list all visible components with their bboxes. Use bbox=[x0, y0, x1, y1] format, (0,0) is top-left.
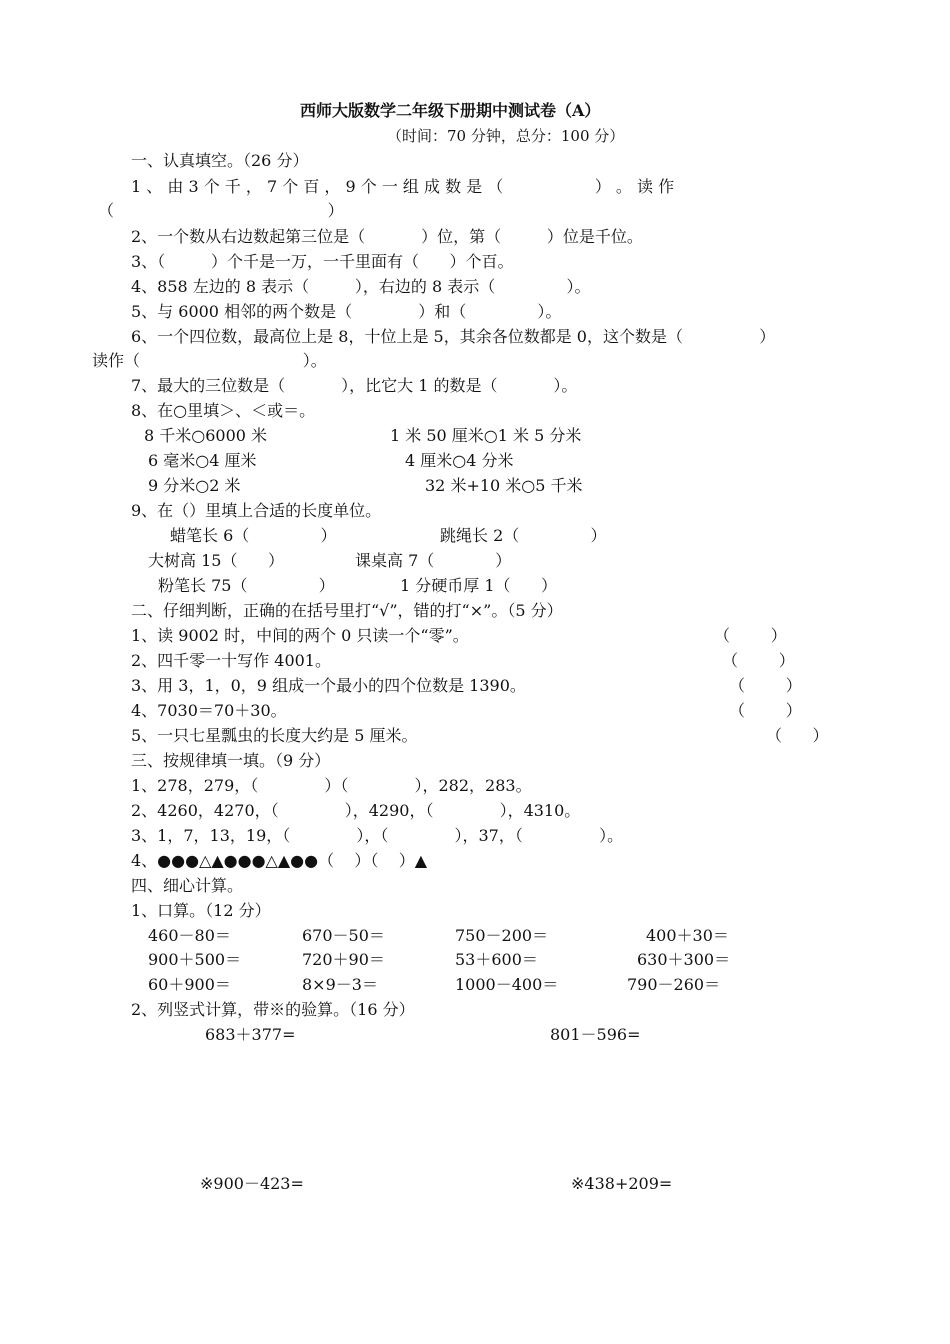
oral-item: 670－50＝ bbox=[302, 926, 385, 945]
judge-item: 1、读 9002 时，中间的两个 0 只读一个“零”。 bbox=[131, 626, 469, 645]
oral-item: 8×9－3＝ bbox=[302, 975, 378, 994]
oral-item: 900＋500＝ bbox=[148, 950, 242, 969]
question-1-1b: （ ） bbox=[98, 201, 344, 220]
judge-item: 2、四千零一十写作 4001。 bbox=[131, 651, 331, 670]
q9-item: 蜡笔长 6（ ） bbox=[170, 526, 337, 545]
q8-item: 8 千米○6000 米 bbox=[144, 426, 268, 445]
oral-item: 750－200＝ bbox=[455, 926, 549, 945]
question-1-6b: 读作（ ）。 bbox=[92, 351, 327, 370]
q9-item: 1 分硬币厚 1（ ） bbox=[400, 576, 558, 595]
question-1-3: 3、（ ）个千是一万，一千里面有（ ）个百。 bbox=[131, 252, 514, 271]
question-1-5: 5、与 6000 相邻的两个数是（ ）和（ ）。 bbox=[131, 302, 562, 321]
vertical-item: 801－596= bbox=[550, 1025, 641, 1044]
question-1-6a: 6、一个四位数，最高位上是 8，十位上是 5，其余各位数都是 0，这个数是（ ） bbox=[131, 327, 776, 346]
page-subtitle: （时间：70 分钟，总分：100 分） bbox=[387, 127, 625, 145]
oral-item: 720＋90＝ bbox=[302, 950, 385, 969]
vertical-heading: 2、列竖式计算，带※的验算。（16 分） bbox=[131, 1000, 415, 1019]
page-title: 西师大版数学二年级下册期中测试卷（A） bbox=[300, 101, 601, 120]
oral-item: 460－80＝ bbox=[148, 926, 231, 945]
section1-heading: 一、认真填空。（26 分） bbox=[131, 151, 309, 170]
question-1-2: 2、一个数从右边数起第三位是（ ）位，第（ ）位是千位。 bbox=[131, 227, 643, 246]
q9-item: 大树高 15（ ） bbox=[148, 551, 284, 570]
vertical-item: 683＋377= bbox=[205, 1025, 296, 1044]
pattern-item: 3、1，7，13，19，（ ），（ ），37，（ ）。 bbox=[131, 826, 624, 845]
oral-item: 1000－400＝ bbox=[455, 975, 559, 994]
q8-item: 6 毫米○4 厘米 bbox=[148, 451, 257, 470]
oral-item: 790－260＝ bbox=[627, 975, 721, 994]
oral-item: 60＋900＝ bbox=[148, 975, 231, 994]
section3-heading: 三、按规律填一填。（9 分） bbox=[131, 751, 331, 770]
oral-item: 53＋600＝ bbox=[455, 950, 538, 969]
judge-item: 5、一只七星瓢虫的长度大约是 5 厘米。 bbox=[131, 726, 418, 745]
judge-bracket: （ ） bbox=[766, 726, 829, 745]
judge-bracket: （ ） bbox=[714, 626, 787, 645]
judge-bracket: （ ） bbox=[729, 676, 802, 695]
judge-bracket: （ ） bbox=[729, 701, 802, 720]
q8-item: 4 厘米○4 分米 bbox=[405, 451, 514, 470]
oral-item: 630＋300＝ bbox=[637, 950, 731, 969]
judge-item: 3、用 3，1，0，9 组成一个最小的四个位数是 1390。 bbox=[131, 676, 526, 695]
pattern-item: 2、4260，4270，（ ），4290，（ ），4310。 bbox=[131, 801, 581, 820]
section2-heading: 二、仔细判断，正确的在括号里打“√”，错的打“×”。（5 分） bbox=[131, 601, 563, 620]
vertical-item: ※900－423= bbox=[200, 1174, 304, 1193]
q8-item: 9 分米○2 米 bbox=[148, 476, 241, 495]
judge-item: 4、7030＝70＋30。 bbox=[131, 701, 287, 720]
q9-item: 跳绳长 2（ ） bbox=[440, 526, 607, 545]
question-1-1a: 1 、 由 3 个 千 ， 7 个 百 ， 9 个 一 组 成 数 是 （ ） 。 读 作 bbox=[131, 177, 675, 196]
question-1-8: 8、在○里填＞、＜或＝。 bbox=[131, 401, 316, 420]
oral-item: 400＋30＝ bbox=[646, 926, 729, 945]
vertical-item: ※438+209= bbox=[571, 1174, 673, 1193]
question-1-9: 9、在（）里填上合适的长度单位。 bbox=[131, 501, 382, 520]
pattern-item: 1、278，279，（ ）（ ），282，283。 bbox=[131, 776, 532, 795]
q9-item: 粉笔长 75（ ） bbox=[158, 576, 335, 595]
q8-item: 32 米+10 米○5 千米 bbox=[425, 476, 583, 495]
question-1-4: 4、858 左边的 8 表示（ ），右边的 8 表示（ ）。 bbox=[131, 277, 591, 296]
question-1-7: 7、最大的三位数是（ ），比它大 1 的数是（ ）。 bbox=[131, 376, 578, 395]
section4-heading: 四、细心计算。 bbox=[131, 876, 244, 895]
judge-bracket: （ ） bbox=[722, 651, 795, 670]
oral-heading: 1、口算。（12 分） bbox=[131, 901, 271, 920]
pattern-item: 4、●●●△▲●●●△▲●●（ ）（ ）▲ bbox=[131, 851, 428, 870]
q9-item: 课桌高 7（ ） bbox=[355, 551, 512, 570]
q8-item: 1 米 50 厘米○1 米 5 分米 bbox=[390, 426, 582, 445]
